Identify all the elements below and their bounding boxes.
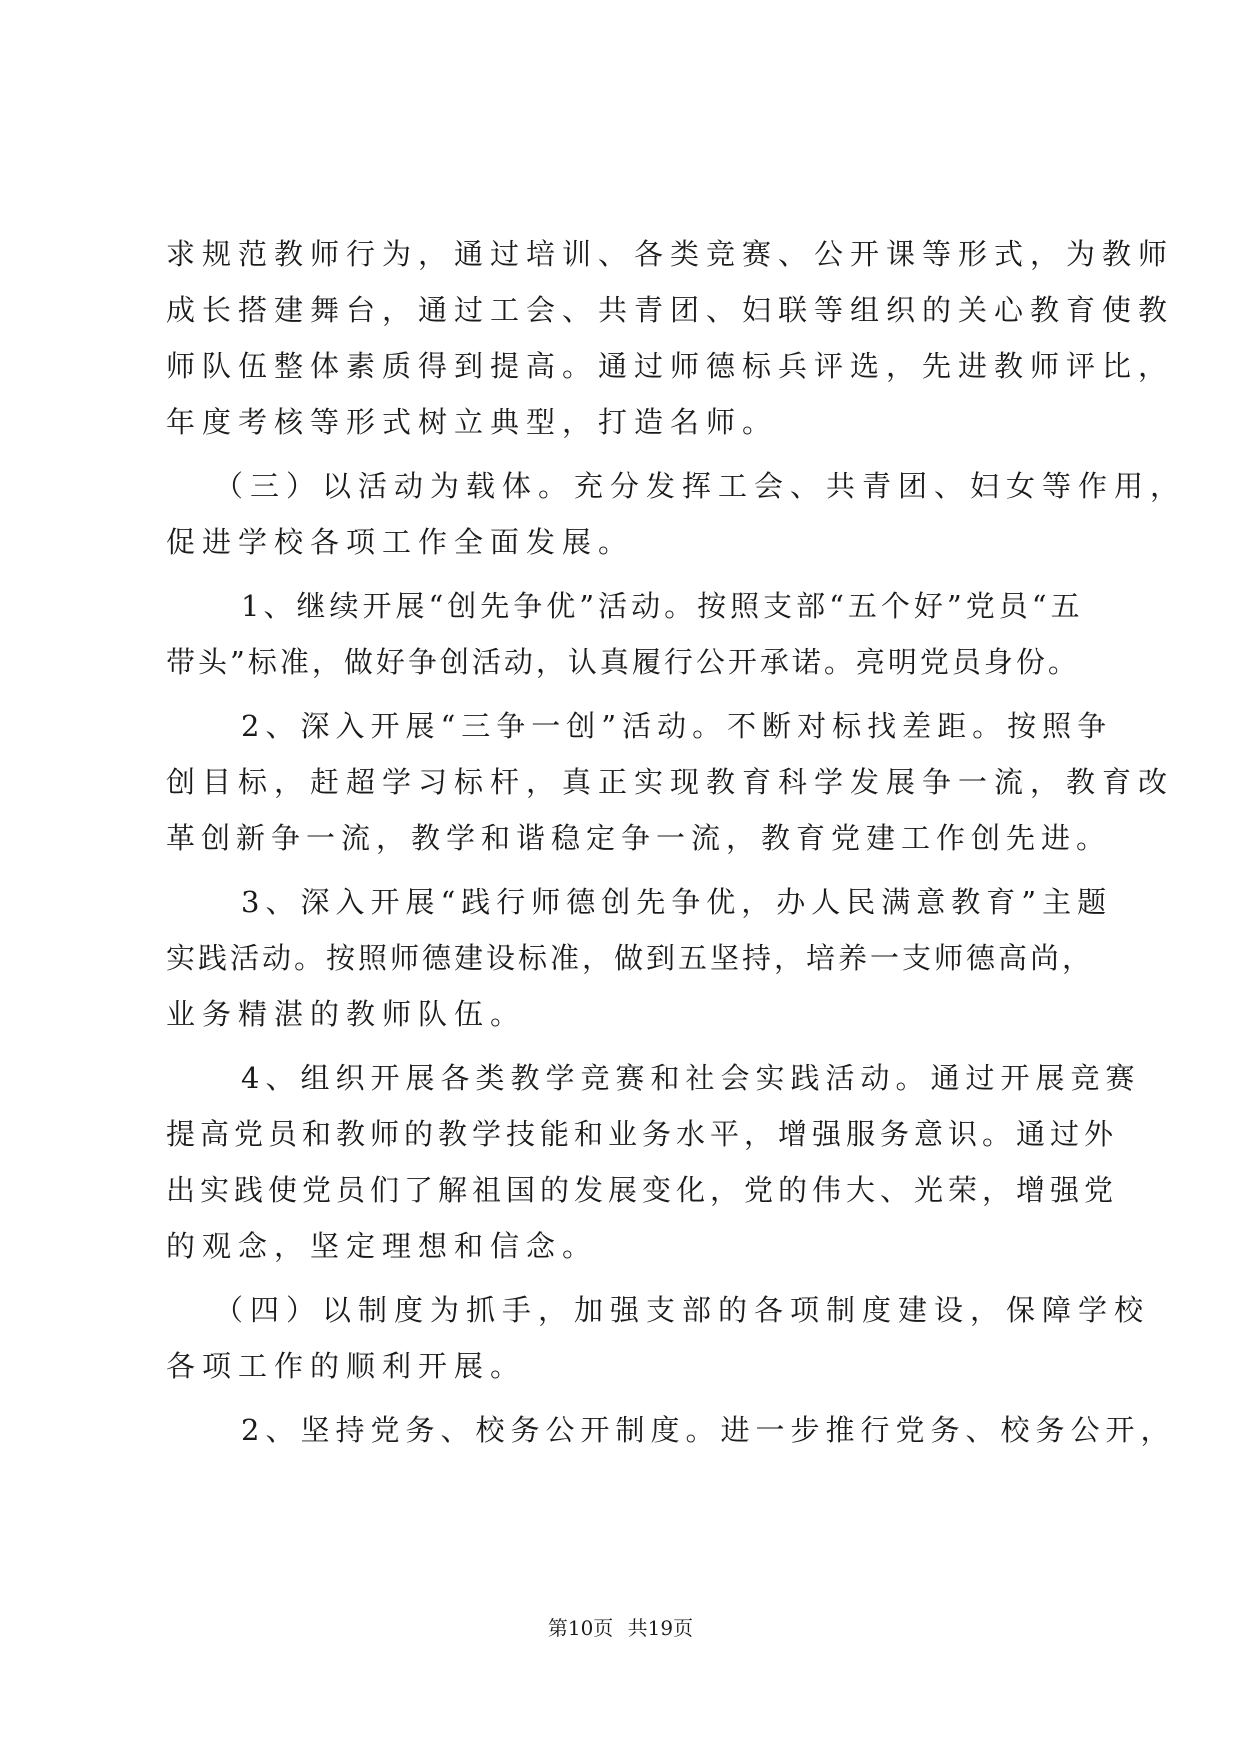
text-line: 出实践使党员们了解祖国的发展变化，党的伟大、光荣，增强党 [166, 1173, 1119, 1207]
text-line: 带头”标准，做好争创活动，认真履行公开承诺。亮明党员身份。 [166, 645, 1080, 679]
paragraph [166, 578, 1084, 690]
document-body [166, 226, 1187, 1458]
page-number: 第10页 [547, 1616, 614, 1640]
text-line: 创目标，赶超学习标杆，真正实现教育科学发展争一流，教育改 [166, 765, 1175, 799]
text-line: （四）以制度为抓手，加强支部的各项制度建设，保障学校 [214, 1293, 1151, 1327]
paragraph [166, 1402, 1176, 1458]
text-line: 4、组织开展各类教学竞赛和社会实践活动。通过开展竞赛 [241, 1061, 1141, 1095]
text-line: 年度考核等形式树立典型，打造名师。 [166, 405, 779, 439]
text-line: 提高党员和教师的教学技能和业务水平，增强服务意识。通过外 [166, 1117, 1119, 1151]
text-line: 成长搭建舞台，通过工会、共青团、妇联等组织的关心教育使教 [166, 293, 1175, 327]
text-line: 业务精湛的教师队伍。 [166, 997, 527, 1031]
paragraph [166, 874, 1113, 1042]
text-line: 各项工作的顺利开展。 [166, 1349, 527, 1383]
text-line: 3、深入开展“践行师德创先争优，办人民满意教育”主题 [241, 885, 1113, 919]
text-line: 2、坚持党务、校务公开制度。进一步推行党务、校务公开， [241, 1413, 1176, 1447]
text-line: 2、深入开展“三争一创”活动。不断对标找差距。按照争 [241, 709, 1113, 743]
text-line: 实践活动。按照师德建设标准，做到五坚持，培养一支师德高尚， [166, 941, 1095, 975]
text-line: 求规范教师行为，通过培训、各类竞赛、公开课等形式，为教师 [166, 237, 1175, 271]
text-line: 的观念，坚定理想和信念。 [166, 1229, 599, 1263]
text-line: 革创新争一流，教学和谐稳定争一流，教育党建工作创先进。 [166, 821, 1112, 855]
page-footer [0, 1614, 1241, 1642]
text-line: 1、继续开展“创先争优”活动。按照支部“五个好”党员“五 [241, 589, 1084, 623]
paragraph [166, 458, 1187, 570]
text-line: 师队伍整体素质得到提高。通过师德标兵评选，先进教师评比， [166, 349, 1175, 383]
paragraph [166, 226, 1175, 450]
text-line: （三）以活动为载体。充分发挥工会、共青团、妇女等作用， [214, 469, 1187, 503]
paragraph [166, 698, 1175, 866]
page-total: 共19页 [627, 1616, 694, 1640]
paragraph [166, 1050, 1141, 1274]
paragraph [166, 1282, 1151, 1394]
text-line: 促进学校各项工作全面发展。 [166, 525, 635, 559]
